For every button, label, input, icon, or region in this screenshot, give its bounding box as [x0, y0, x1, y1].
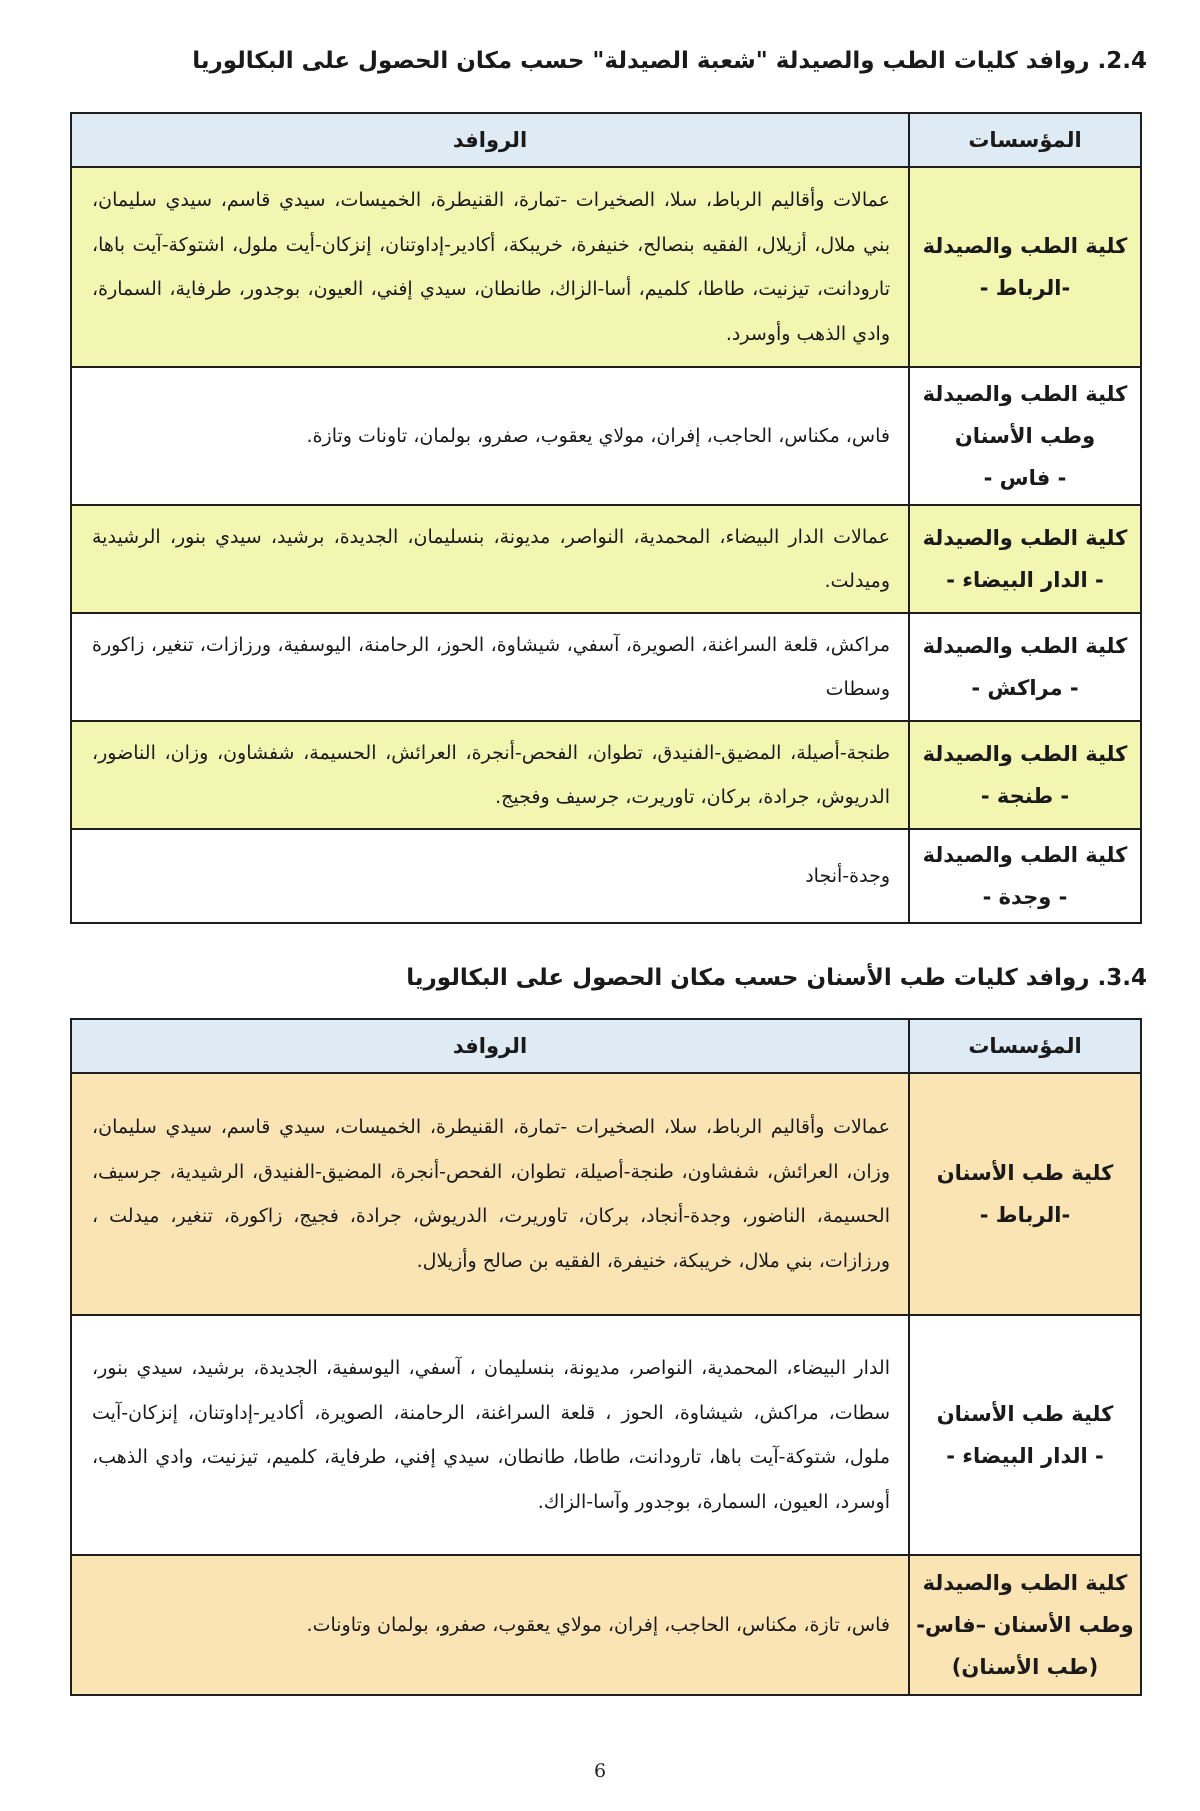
- table-header-row: [71, 113, 1141, 167]
- section-title-pharmacy: 2.4. روافد كليات الطب والصيدلة "شعبة الصيدلة" حسب مكان الحصول على البكالوريا: [192, 48, 1147, 74]
- institution-specialty: (طب الأسنان): [951, 1655, 1099, 1679]
- institution-name: كلية الطب والصيدلة: [922, 382, 1128, 406]
- table-row: [71, 167, 1141, 367]
- institution-name: كلية الطب والصيدلة: [922, 234, 1128, 258]
- institution-cell: [909, 1073, 1141, 1315]
- table-row: [71, 505, 1141, 613]
- feeders-cell: فاس، مكناس، الحاجب، إفران، مولاي يعقوب، صفرو، بولمان، تاونات وتازة.: [71, 367, 909, 505]
- institution-name: كلية الطب والصيدلة: [922, 742, 1128, 766]
- column-header-feeders: الروافد: [71, 1019, 909, 1073]
- section-title-dentistry: 3.4. روافد كليات طب الأسنان حسب مكان الحصول على البكالوريا: [406, 965, 1147, 991]
- institution-name: كلية طب الأسنان: [936, 1402, 1114, 1426]
- feeders-cell: وجدة-أنجاد: [71, 829, 909, 923]
- table-header-row: [71, 1019, 1141, 1073]
- feeders-cell: فاس، تازة، مكناس، الحاجب، إفران، مولاي يعقوب، صفرو، بولمان وتاونات.: [71, 1555, 909, 1695]
- institution-cell: [909, 829, 1141, 923]
- institution-city: - وجدة -: [982, 885, 1068, 909]
- table-row: [71, 721, 1141, 829]
- table-row: [71, 1073, 1141, 1315]
- institution-cell: [909, 167, 1141, 367]
- institution-name: كلية الطب والصيدلة: [922, 634, 1128, 658]
- institution-name: كلية طب الأسنان: [936, 1161, 1114, 1185]
- feeders-cell: عمالات الدار البيضاء، المحمدية، النواصر، مديونة، بنسليمان، الجديدة، برشيد، سيدي بنور، الرشيدية وميدلت.: [71, 505, 909, 613]
- feeders-cell: مراكش، قلعة السراغنة، الصويرة، آسفي، شيشاوة، الحوز، الرحامنة، اليوسفية، ورزازات، تنغير، زاكورة وسطات: [71, 613, 909, 721]
- column-header-feeders: الروافد: [71, 113, 909, 167]
- institution-name-extra: وطب الأسنان: [954, 424, 1096, 448]
- institution-cell: [909, 721, 1141, 829]
- institution-city: - الدار البيضاء -: [946, 568, 1104, 592]
- dentistry-feeders-table: [70, 1018, 1142, 1696]
- pharmacy-feeders-table: [70, 112, 1142, 924]
- column-header-institutions: المؤسسات: [909, 1019, 1141, 1073]
- institution-cell: [909, 367, 1141, 505]
- feeders-cell: عمالات وأقاليم الرباط، سلا، الصخيرات -تمارة، القنيطرة، الخميسات، سيدي قاسم، سيدي سليمان، وزان، العرائش، شفشاون، طنجة-أصيلة، تطوان، الفحص-أنجرة، المضيق-الفنيدق، الرشيدية، جرسيف، الحسيمة، الناضور، وجدة-أنجاد، بركان، تاوريرت، الدريوش، جرادة، فجيج، زاكورة، تنغير، ميدلت ، ورزازات، بني ملال، خريبكة، خنيفرة، الفقيه بن صالح وأزيلال.: [71, 1073, 909, 1315]
- table-row: [71, 367, 1141, 505]
- feeders-cell: الدار البيضاء، المحمدية، النواصر، مديونة، بنسليمان ، آسفي، اليوسفية، الجديدة، برشيد، سيدي بنور، سطات، مراكش، شيشاوة، الحوز ، قلعة السراغنة، الرحامنة، الصويرة، أكادير-إداوتنان، إنزكان-آيت ملول، شتوكة-آيت باها، تارودانت، طاطا، طانطان، سيدي إفني، طرفاية، كلميم، تيزنيت، وادي الذهب، أوسرد، العيون، السمارة، بوجدور وآسا-الزاك.: [71, 1315, 909, 1555]
- institution-cell: [909, 613, 1141, 721]
- table-row: [71, 613, 1141, 721]
- institution-name: كلية الطب والصيدلة: [922, 526, 1128, 550]
- institution-name: كلية الطب والصيدلة: [922, 1571, 1128, 1595]
- institution-name-extra: وطب الأسنان –فاس-: [916, 1613, 1134, 1637]
- institution-city: -الرباط -: [979, 1203, 1071, 1227]
- table-row: [71, 829, 1141, 923]
- feeders-cell: طنجة-أصيلة، المضيق-الفنيدق، تطوان، الفحص-أنجرة، العرائش، الحسيمة، شفشاون، وزان، الناضور، الدريوش، جرادة، بركان، تاوريرت، جرسيف وفجيج.: [71, 721, 909, 829]
- institution-city: - الدار البيضاء -: [946, 1444, 1104, 1468]
- institution-cell: [909, 1555, 1141, 1695]
- institution-name: كلية الطب والصيدلة: [922, 843, 1128, 867]
- institution-cell: [909, 1315, 1141, 1555]
- table-row: [71, 1555, 1141, 1695]
- table-row: [71, 1315, 1141, 1555]
- column-header-institutions: المؤسسات: [909, 113, 1141, 167]
- institution-city: - فاس -: [983, 466, 1067, 490]
- institution-city: -الرباط -: [979, 276, 1071, 300]
- feeders-cell: عمالات وأقاليم الرباط، سلا، الصخيرات -تمارة، القنيطرة، الخميسات، سيدي قاسم، سيدي سليمان، بني ملال، أزيلال، الفقيه بنصالح، خنيفرة، خريبكة، أكادير-إداوتنان، إنزكان-أيت ملول، اشتوكة-آيت باها، تارودانت، تيزنيت، طاطا، كلميم، أسا-الزاك، طانطان، سيدي إفني، العيون، بوجدور، طرفاية، السمارة، وادي الذهب وأوسرد.: [71, 167, 909, 367]
- institution-city: - طنجة -: [980, 784, 1070, 808]
- page-number: 6: [593, 1760, 607, 1782]
- institution-cell: [909, 505, 1141, 613]
- institution-city: - مراكش -: [971, 676, 1079, 700]
